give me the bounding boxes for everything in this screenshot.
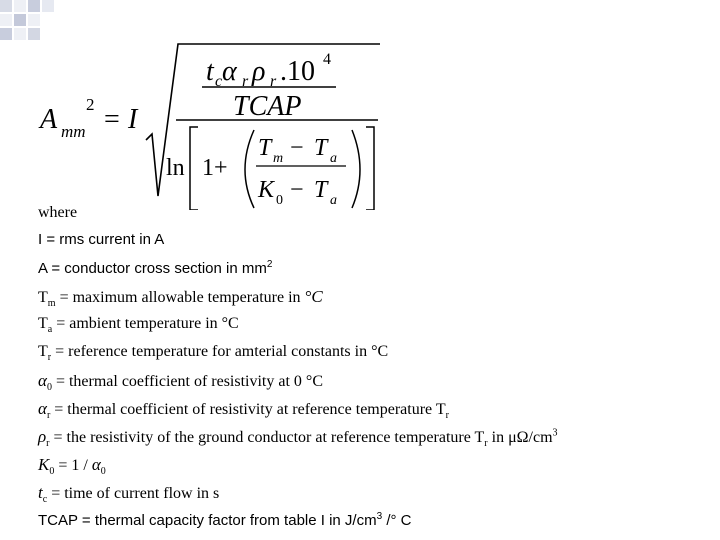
ln-label: ln xyxy=(166,155,185,181)
frac-den-minus: − xyxy=(290,177,304,203)
def-tc: $t_c$ = time of current flow in s xyxy=(38,483,220,506)
frac-den-t: T xyxy=(314,177,328,203)
frac-num-minus: − xyxy=(290,135,304,161)
def-cross-section: A = conductor cross section in $mm^2$ xyxy=(38,259,273,277)
num-alpha-sub: r xyxy=(242,73,249,90)
num-factor: .10 xyxy=(280,56,315,87)
frac-num-t1-sub: m xyxy=(273,151,284,166)
def-rhor: $\rho_r$ = the resistivity of the ground conductor at reference temperature $T_r$ in $\mu\Omega/cm^3$ xyxy=(38,427,558,450)
def-tr: $T_r$ = reference temperature for amterial constants in °C xyxy=(38,343,389,364)
def-ta: $T_a$ = ambient temperature in °C xyxy=(38,315,239,336)
def-tcap: TCAP = thermal capacity factor from table I in $J/cm^3$ /° C xyxy=(38,511,412,529)
num-t: t xyxy=(206,56,214,87)
frac-num-t1: T xyxy=(258,135,272,161)
def-alphar: $\alpha_r$ = thermal coefficient of resistivity at reference temperature $T_r$ xyxy=(38,399,449,422)
current-symbol: I xyxy=(128,104,138,135)
num-rho: ρ xyxy=(252,56,266,87)
left-bracket xyxy=(190,127,198,210)
frac-den-k: K xyxy=(258,177,275,203)
num-t-sub: c xyxy=(215,73,223,90)
right-bracket xyxy=(366,127,374,210)
num-factor-exp: 4 xyxy=(323,51,331,68)
where-label: where xyxy=(38,204,78,221)
def-alpha0: $\alpha_0$ = thermal coefficient of resistivity at 0 °C xyxy=(38,371,323,394)
def-current: I = rms current in A xyxy=(38,231,165,248)
frac-den-k-sub: 0 xyxy=(276,193,283,208)
denom-tcap: TCAP xyxy=(233,91,302,122)
lhs-base: A xyxy=(40,104,58,135)
right-paren xyxy=(352,130,360,208)
equals-sign: = xyxy=(104,104,120,135)
lhs-exp: 2 xyxy=(86,95,95,114)
num-rho-sub: r xyxy=(270,73,277,90)
frac-den-t-sub: a xyxy=(330,193,337,208)
lhs-sub: mm xyxy=(61,122,86,141)
frac-num-t2: T xyxy=(314,135,328,161)
def-k0: $K_0 = 1 / \alpha_0$ xyxy=(38,455,106,478)
one-plus: 1+ xyxy=(202,155,228,181)
ampacity-formula xyxy=(0,0,720,210)
num-alpha: α xyxy=(222,56,237,87)
frac-num-t2-sub: a xyxy=(330,151,337,166)
def-tm: $T_m$ = maximum allowable temperature in °C xyxy=(38,287,323,310)
left-paren xyxy=(245,130,254,208)
